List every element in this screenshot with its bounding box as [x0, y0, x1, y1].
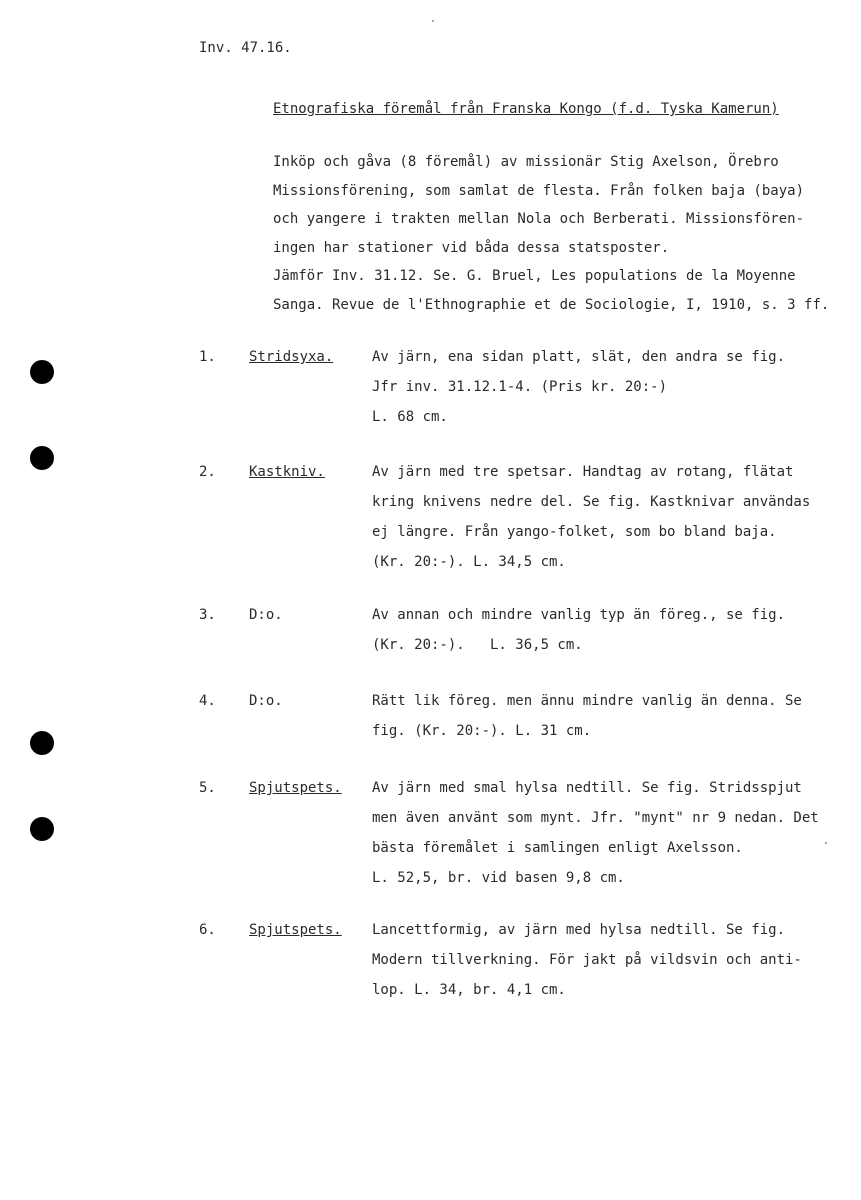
paper-speck	[432, 20, 434, 22]
description-line: bästa föremålet i samlingen enligt Axelsson.	[372, 840, 743, 856]
description-line: Av järn, ena sidan platt, slät, den andra se fig.	[372, 349, 786, 365]
description-line: L. 68 cm.	[372, 409, 448, 425]
entry-number: 3.	[199, 607, 216, 623]
description-line: Av järn med tre spetsar. Handtag av rotang, flätat	[372, 464, 794, 480]
intro-line: Missionsförening, som samlat de flesta. Från folken baja (baya)	[273, 182, 805, 199]
punch-hole	[30, 817, 54, 841]
intro-line: Jämför Inv. 31.12. Se. G. Bruel, Les populations de la Moyenne	[273, 268, 796, 284]
entry-name: Stridsyxa.	[249, 349, 334, 365]
description-line: Rätt lik föreg. men ännu mindre vanlig än denna. Se	[372, 693, 802, 709]
punch-hole	[30, 446, 54, 470]
description-line: (Kr. 20:-). L. 36,5 cm.	[372, 637, 583, 653]
entry-description	[372, 686, 842, 746]
description-line: kring knivens nedre del. Se fig. Kastknivar användas	[372, 494, 811, 510]
description-line: Av annan och mindre vanlig typ än föreg., se fig.	[372, 607, 786, 623]
description-line: fig. (Kr. 20:-). L. 31 cm.	[372, 723, 592, 739]
entry-name: D:o.	[249, 693, 283, 709]
description-line: L. 52,5, br. vid basen 9,8 cm.	[372, 870, 625, 886]
description-line: Lancettformig, av järn med hylsa nedtill. Se fig.	[372, 922, 786, 938]
description-line: men även använt som mynt. Jfr. "mynt" nr 9 nedan. Det	[372, 810, 819, 826]
description-line: ej längre. Från yango-folket, som bo bland baja.	[372, 524, 777, 540]
intro-line: Sanga. Revue de l'Ethnographie et de Sociologie, I, 1910, s. 3 ff.	[273, 296, 830, 313]
entry-name: Spjutspets.	[249, 922, 342, 938]
punch-hole	[30, 731, 54, 755]
intro-paragraph	[273, 148, 843, 319]
entry-description	[372, 600, 842, 660]
entry-description	[372, 342, 842, 432]
document-title: Etnografiska föremål från Franska Kongo (f.d. Tyska Kamerun)	[273, 101, 779, 117]
entry-name: D:o.	[249, 607, 283, 623]
description-line: (Kr. 20:-). L. 34,5 cm.	[372, 554, 566, 570]
description-line: Jfr inv. 31.12.1-4. (Pris kr. 20:-)	[372, 379, 668, 395]
entry-number: 6.	[199, 922, 216, 938]
description-line: Av järn med smal hylsa nedtill. Se fig. Stridsspjut	[372, 780, 802, 796]
entry-name: Spjutspets.	[249, 780, 342, 796]
entry-name: Kastkniv.	[249, 464, 325, 480]
intro-line: Inköp och gåva (8 föremål) av missionär Stig Axelson, Örebro	[273, 154, 779, 170]
entry-number: 5.	[199, 780, 216, 796]
entry-description	[372, 457, 842, 577]
entry-description	[372, 915, 842, 1005]
entry-number: 4.	[199, 693, 216, 709]
intro-line: och yangere i trakten mellan Nola och Berberati. Missionsfören-	[273, 211, 805, 227]
punch-hole	[30, 360, 54, 384]
description-line: Modern tillverkning. För jakt på vildsvin och anti-	[372, 952, 802, 968]
inventory-number: Inv. 47.16.	[199, 40, 292, 56]
entry-number: 1.	[199, 349, 216, 365]
entry-description	[372, 773, 842, 893]
intro-line: ingen har stationer vid båda dessa statsposter.	[273, 239, 670, 256]
entry-number: 2.	[199, 464, 216, 480]
description-line: lop. L. 34, br. 4,1 cm.	[372, 982, 566, 998]
